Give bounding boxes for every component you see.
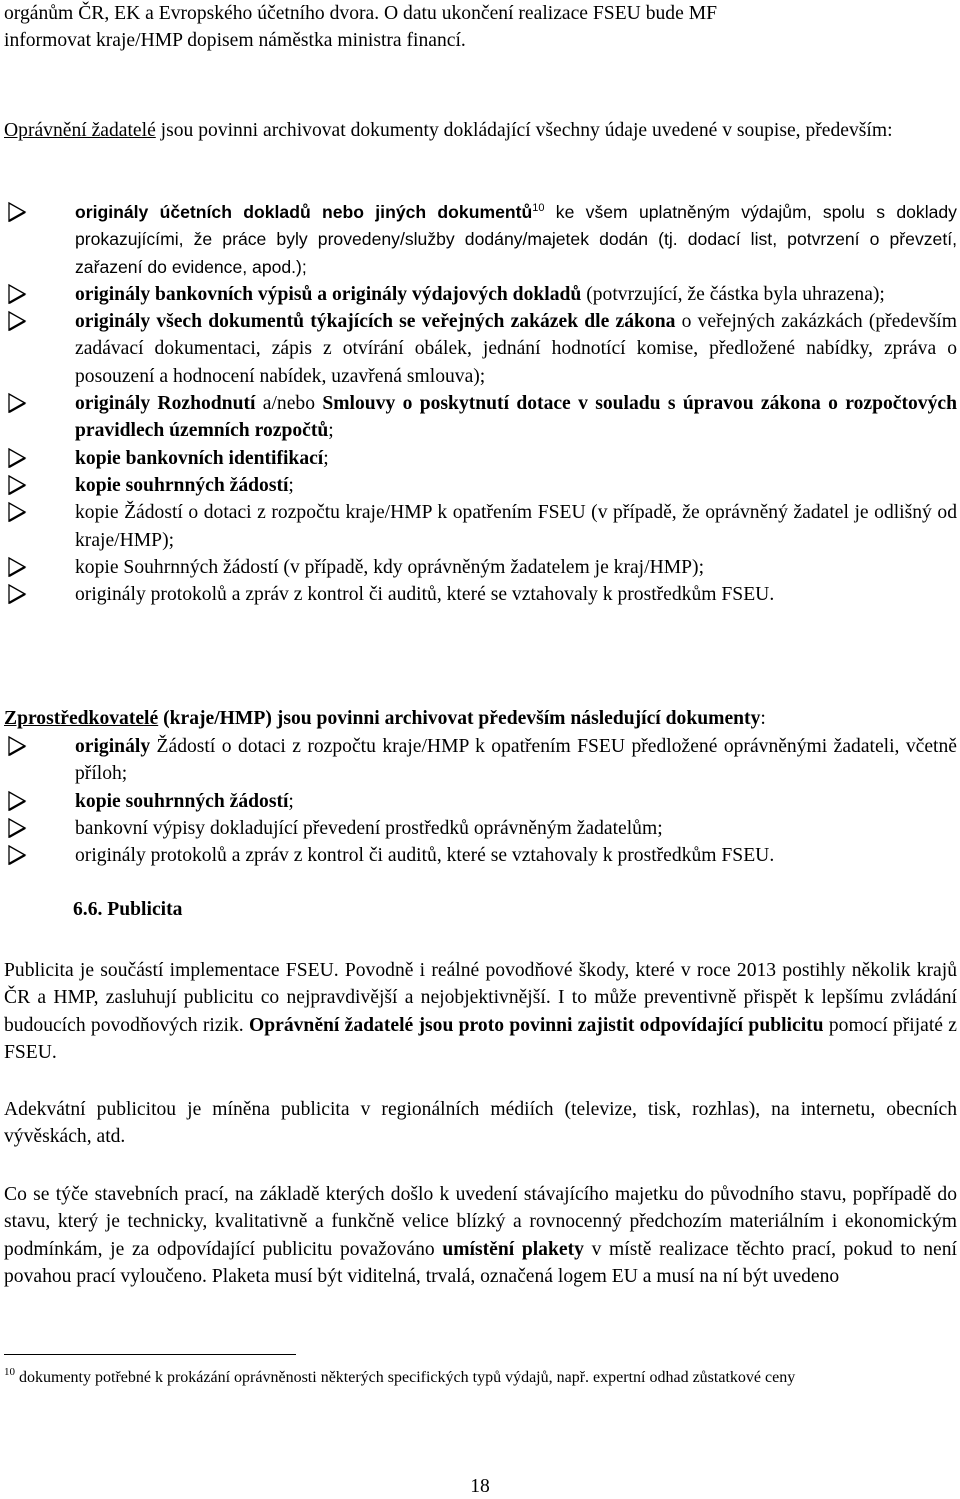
list-item-bold: Smlouvy o poskytnutí dotace v souladu s úpravou zákona o rozpočtových pravidlech územních rozpočtů	[75, 393, 957, 442]
list-item-bold: kopie bankovních identifikací	[75, 447, 324, 469]
list-item-bold: originály účetních dokladů nebo jiných dokumentů	[75, 202, 533, 222]
top-paragraph-line: orgánům ČR, EK a Evropského účetního dvora. O datu ukončení realizace FSEU bude MF	[4, 3, 718, 24]
paragraph-text: pomocí přijaté z FSEU.	[4, 1014, 957, 1063]
paragraph-bold: Oprávnění žadatelé jsou proto povinni zajistit odpovídající publicitu	[249, 1014, 824, 1036]
applicants-intro-text: jsou povinni archivovat dokumenty dokládající všechny údaje uvedené v soupise, především:	[155, 120, 893, 141]
list-item	[4, 554, 957, 581]
intermediaries-intro-colon: :	[760, 708, 766, 729]
arrowhead-bullet-icon	[7, 788, 29, 815]
list-item-text: kopie Žádostí o dotaci z rozpočtu kraje/HMP k opatřením FSEU (v případě, že oprávněný žadatel je odlišný od kraje/HMP);	[75, 502, 957, 551]
list-item	[4, 445, 957, 472]
arrowhead-bullet-icon	[7, 842, 29, 869]
list-item-text: bankovní výpisy dokladující převedení prostředků oprávněným žadatelům;	[75, 817, 663, 839]
footnote-reference[interactable]: 10	[532, 202, 545, 214]
arrowhead-bullet-icon	[7, 472, 29, 499]
publicity-paragraph	[4, 957, 957, 1066]
arrowhead-bullet-icon	[7, 581, 29, 608]
list-item-bold: originály všech dokumentů týkajících se veřejných zakázek dle zákona	[75, 311, 676, 333]
paragraph-bold: umístění plakety	[442, 1238, 584, 1260]
arrowhead-bullet-icon	[7, 815, 29, 842]
list-item-text: ;	[328, 420, 334, 442]
list-item	[4, 842, 957, 869]
publicity-paragraph	[4, 1181, 957, 1290]
list-item-text: o veřejných zakázkách (především zadávací dokumentaci, zápis z otvírání obálek, jednání hodnotící komise, předložené nabídky, zpráva o posouzení a hodnocení nabídek, uzavřená smlouva);	[75, 311, 957, 387]
list-item-bold: kopie souhrnných žádostí	[75, 474, 289, 496]
list-item	[4, 788, 957, 815]
list-item-text: Žádostí o dotaci z rozpočtu kraje/HMP k opatřením FSEU předložené oprávněnými žadateli, včetně příloh;	[75, 736, 957, 785]
list-item-text: originály protokolů a zpráv z kontrol či auditů, které se vztahovaly k prostředkům FSEU.	[75, 584, 775, 606]
arrowhead-bullet-icon	[7, 733, 29, 760]
arrowhead-bullet-icon	[7, 199, 29, 226]
list-item-bold: originály Rozhodnutí	[75, 393, 256, 415]
list-item	[4, 390, 957, 445]
arrowhead-bullet-icon	[7, 390, 29, 417]
paragraph-text: v místě realizace těchto prací, pokud to není povahou prací vyloučeno. Plaketa musí být viditelná, trvalá, označená logem EU a musí na ní být uvedeno	[4, 1238, 957, 1287]
list-item-text: ke všem uplatněným výdajům, spolu s doklady prokazujícími, že práce byly provedeny/služby dodány/majetek dodán (tj. dodací list, potvrzení o převzetí, zařazení do evidence, apod.);	[75, 202, 957, 277]
paragraph-text: Co se týče stavebních prací, na základě kterých došlo k uvedení stávajícího majetku do původního stavu, popřípadě do stavu, který je technicky, kvalitativně a funkčně velice blízký a rovnocenný předchozím materiálním i ekonomickým podmínkám, je za odpovídající publicitu považováno	[4, 1184, 957, 1260]
list-item	[4, 281, 957, 308]
footnote	[4, 1366, 904, 1390]
list-item	[4, 499, 957, 554]
footnote-text: dokumenty potřebné k prokázání oprávněnosti některých specifických typů výdajů, např. expertní odhad zůstatkové ceny	[15, 1369, 796, 1386]
page-number: 18	[470, 1476, 490, 1497]
list-item-text: (potvrzující, že částka byla uhrazena);	[581, 283, 885, 305]
top-paragraph	[4, 0, 957, 55]
list-item-bold: originály	[75, 736, 151, 757]
list-item	[4, 472, 957, 499]
arrowhead-bullet-icon	[7, 308, 29, 335]
top-paragraph-line: informovat kraje/HMP dopisem náměstka ministra financí.	[4, 30, 466, 52]
arrowhead-bullet-icon	[7, 554, 29, 581]
list-item-bold: originály bankovních výpisů a originály výdajových dokladů	[75, 283, 582, 305]
arrowhead-bullet-icon	[7, 281, 29, 308]
footnote-separator	[4, 1354, 296, 1355]
list-item-bold: kopie souhrnných žádostí	[75, 790, 289, 812]
list-item-text: ;	[288, 790, 294, 812]
list-item-text: originály protokolů a zpráv z kontrol či auditů, které se vztahovaly k prostředkům FSEU.	[75, 845, 775, 867]
list-item	[4, 308, 957, 390]
list-item	[4, 581, 957, 608]
list-item-text: kopie Souhrnných žádostí (v případě, kdy oprávněným žadatelem je kraj/HMP);	[75, 556, 705, 578]
list-item	[4, 199, 957, 281]
arrowhead-bullet-icon	[7, 499, 29, 526]
list-item	[4, 733, 957, 788]
footnote-number: 10	[4, 1366, 15, 1378]
paragraph-text: Publicita je součástí implementace FSEU. Povodně i reálné povodňové škody, které v roce 2013 postihly několik krajů ČR a HMP, zasluhují publicitu co nejpravdivější a nejobjektivnější. I to může preventivně přispět k lepšímu zvládání budoucích povodňových rizik.	[4, 960, 957, 1036]
intermediaries-intro-text: (kraje/HMP) jsou povinni archivovat především následující dokumenty	[158, 708, 761, 729]
list-item-text: ;	[288, 474, 294, 496]
applicants-intro	[4, 117, 957, 144]
list-item-text: ;	[323, 447, 329, 469]
intermediaries-intro-term: Zprostředkovatelé	[4, 708, 159, 729]
section-heading: 6.6. Publicita	[73, 899, 183, 920]
intermediaries-intro	[4, 705, 957, 732]
publicity-paragraph	[4, 1096, 957, 1151]
arrowhead-bullet-icon	[7, 445, 29, 472]
list-item-text: a/nebo	[255, 393, 323, 415]
list-item	[4, 815, 957, 842]
intermediaries-list	[4, 733, 957, 869]
applicants-list	[4, 199, 957, 608]
paragraph-text: Adekvátní publicitou je míněna publicita v regionálních médiích (televize, tisk, rozhlas), na internetu, obecních vývěskách, atd.	[4, 1099, 957, 1148]
applicants-intro-term: Oprávnění žadatelé	[4, 120, 156, 141]
